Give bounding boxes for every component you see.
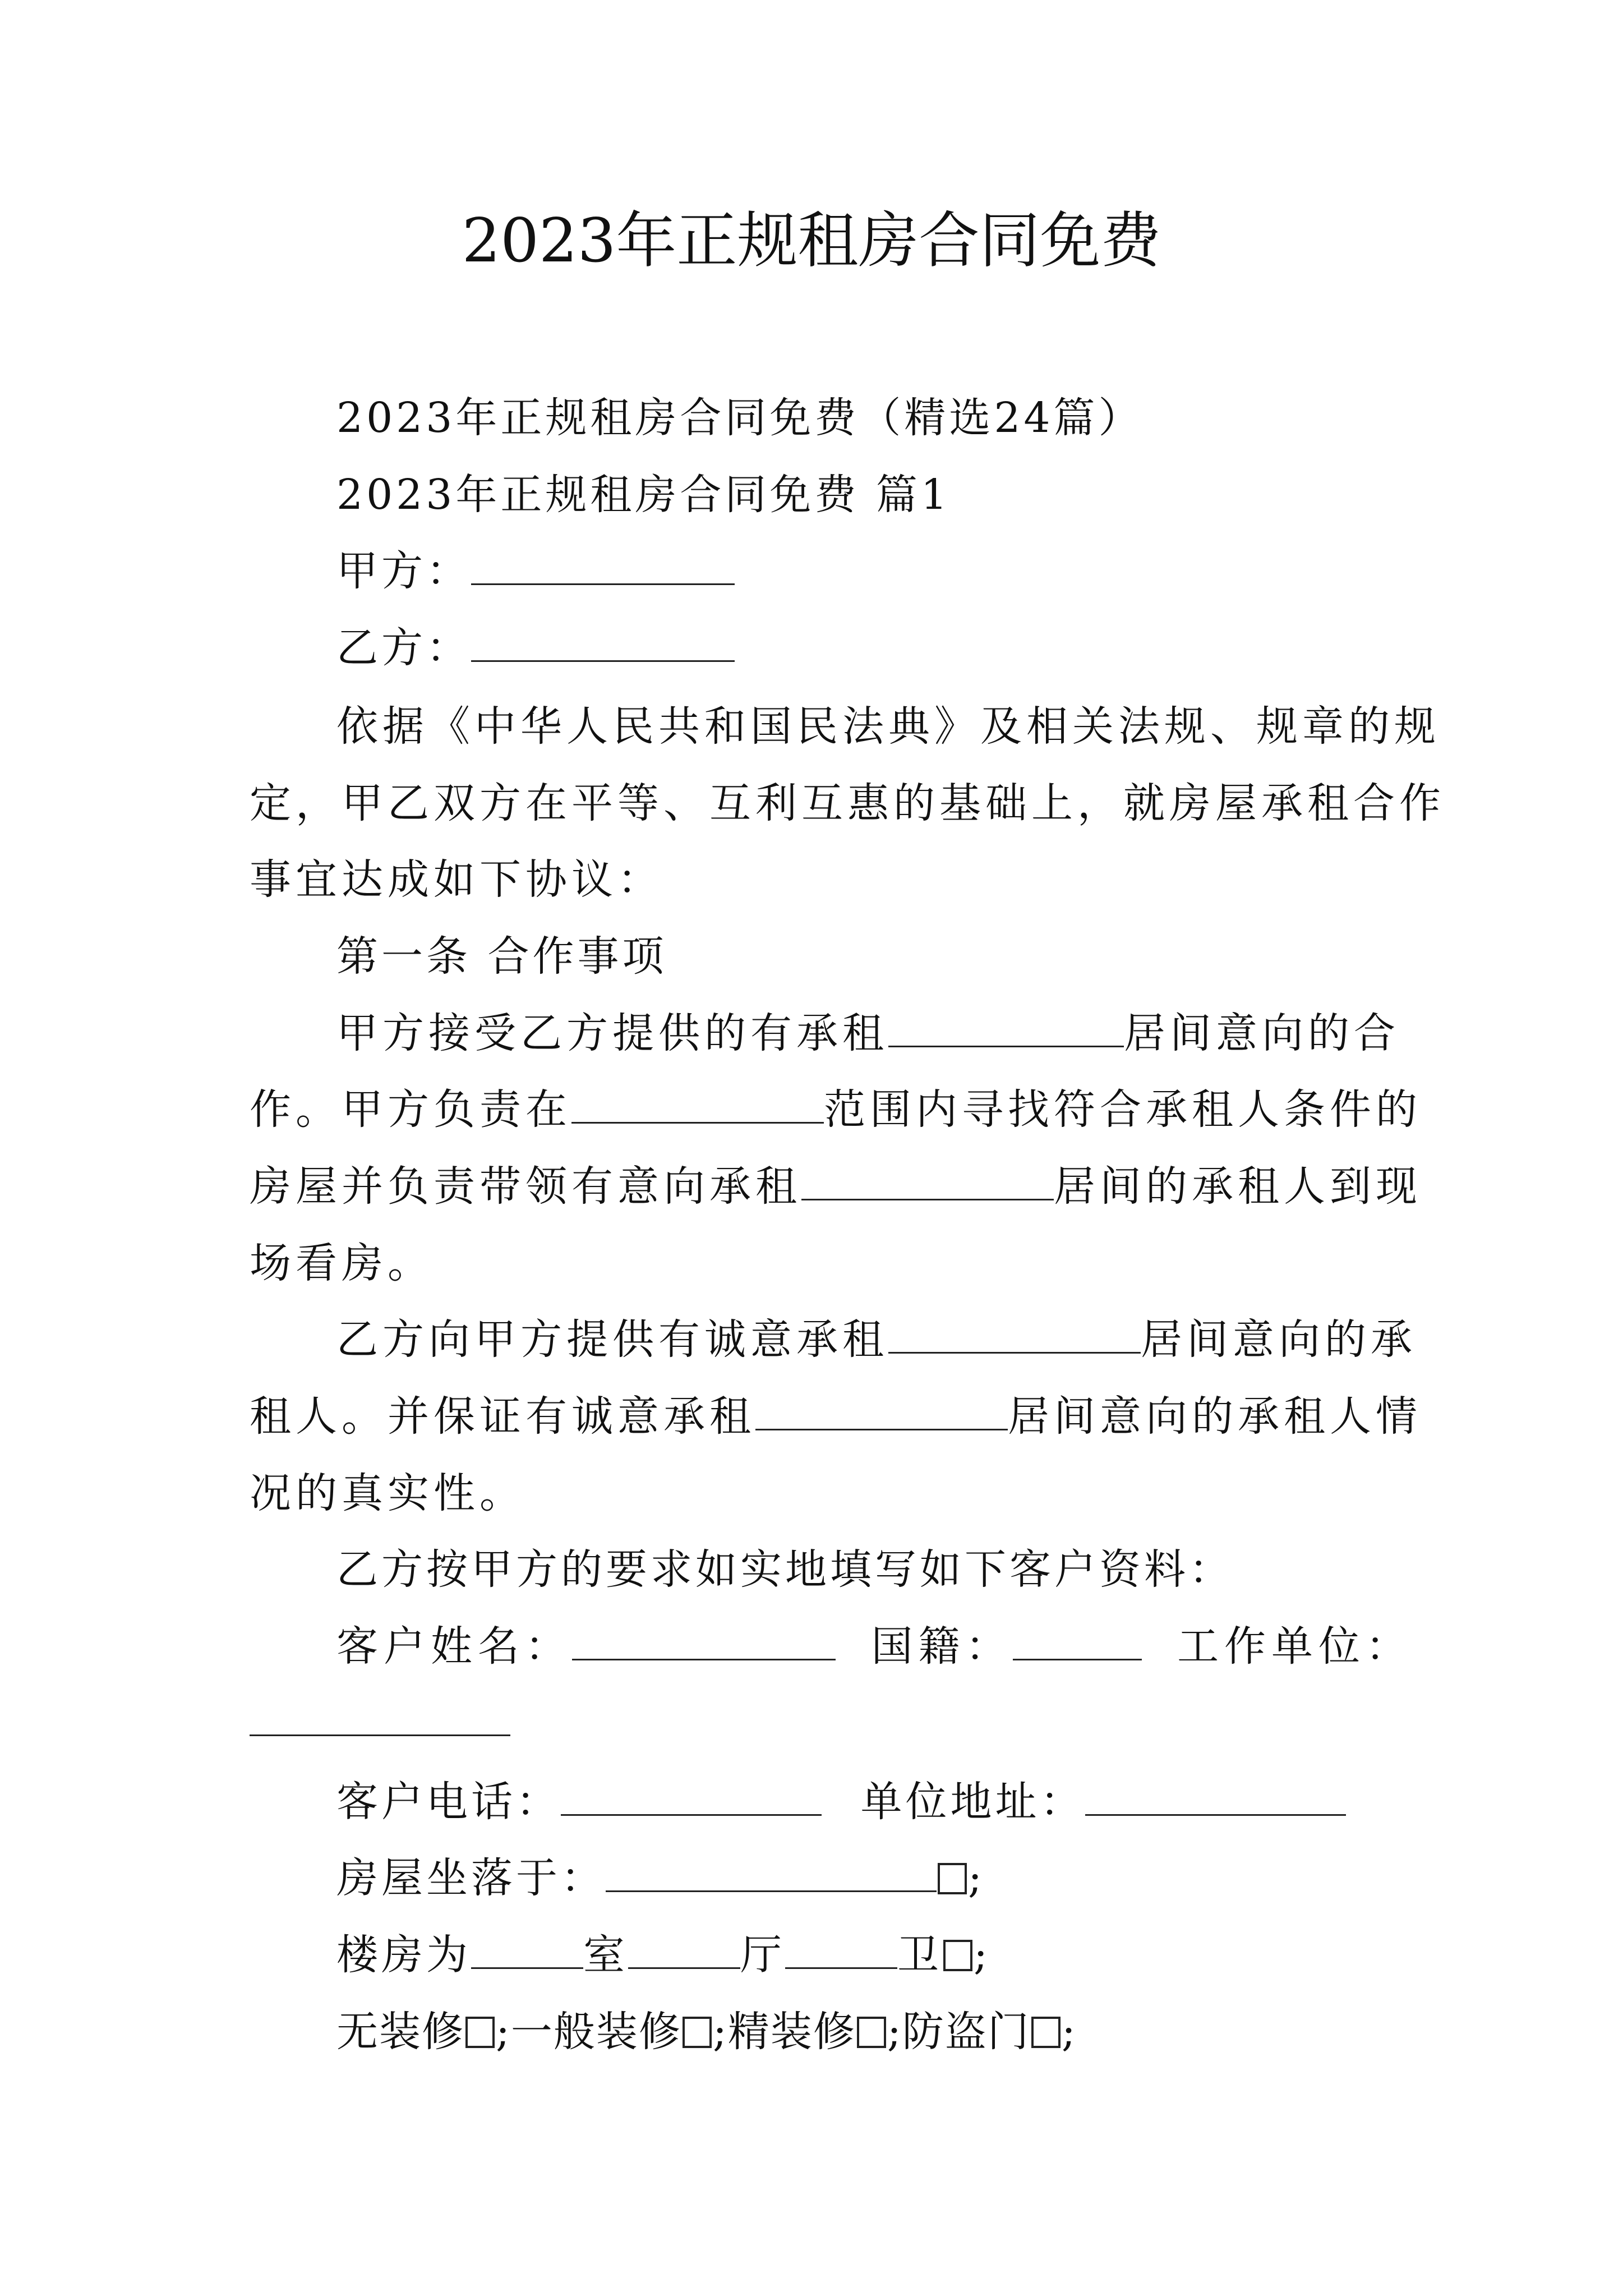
- customer-info-line-2: [336, 1774, 1346, 1830]
- unit-address-blank: [1085, 1774, 1346, 1816]
- p3-text-1b: 居间意向的承: [1141, 1315, 1417, 1364]
- p2-text-3b: 居间的承租人到现: [1054, 1162, 1422, 1211]
- party-b-line: [336, 620, 735, 676]
- bath-label: 卫: [897, 1931, 942, 1979]
- p2-blank-2: [571, 1082, 824, 1124]
- checkbox[interactable]: [857, 2017, 886, 2048]
- paragraph-3-line-1: [336, 1312, 1417, 1368]
- decoration-end: ;: [1061, 2008, 1077, 2056]
- decoration-line: [336, 2004, 1077, 2060]
- hall-blank: [628, 1927, 740, 1969]
- deco-general-label: ;一般装修: [496, 2008, 681, 2056]
- paragraph-2-line-3: [250, 1158, 1422, 1214]
- unit-address-label: 单位地址：: [860, 1778, 1085, 1826]
- party-a-line: [336, 543, 735, 599]
- article-1-heading: 第一条 合作事项: [336, 932, 667, 981]
- room-label: 室: [583, 1931, 628, 1979]
- checkbox[interactable]: [1031, 2017, 1061, 2048]
- customer-name-blank: [572, 1618, 836, 1660]
- p2-blank-1: [888, 1005, 1124, 1047]
- p3-blank-2: [755, 1388, 1008, 1430]
- nationality-label: 国籍：: [871, 1622, 1013, 1671]
- house-location-line: [336, 1850, 985, 1906]
- party-b-blank: [471, 620, 735, 662]
- checkbox[interactable]: [683, 2017, 712, 2048]
- subtitle: 2023年正规租房合同免费（精选24篇）: [336, 394, 1144, 442]
- house-location-label: 房屋坐落于：: [336, 1854, 606, 1902]
- party-a-label: 甲方：: [336, 547, 471, 595]
- p2-text-2a: 作。甲方负责在: [250, 1085, 571, 1134]
- p2-text-1a: 甲方接受乙方提供的有承租: [336, 1009, 888, 1057]
- p3-text-2a: 租人。并保证有诚意承租: [250, 1392, 755, 1441]
- p2-blank-3: [801, 1158, 1054, 1200]
- party-a-blank: [471, 543, 735, 585]
- house-layout-line: [336, 1927, 991, 1983]
- house-location-blank: [606, 1850, 937, 1892]
- paragraph-1-line-3: 事宜达成如下协议：: [250, 855, 663, 904]
- deco-none-label: 无装修: [336, 2008, 464, 2056]
- chapter-heading: 2023年正规租房合同免费 篇1: [336, 471, 951, 519]
- paragraph-2-line-2: [250, 1082, 1422, 1138]
- employer-blank-line: [250, 1694, 510, 1750]
- customer-info-line-1: [336, 1618, 1413, 1674]
- checkbox[interactable]: [943, 1940, 972, 1971]
- employer-blank: [250, 1694, 510, 1736]
- customer-name-label: 客户姓名：: [336, 1622, 572, 1671]
- p2-text-3a: 房屋并负责带领有意向承租: [250, 1162, 801, 1211]
- p2-text-1b: 居间意向的合: [1124, 1009, 1400, 1057]
- p2-text-2b: 范围内寻找符合承租人条件的: [824, 1085, 1422, 1134]
- layout-label: 楼房为: [336, 1931, 471, 1979]
- p3-blank-1: [888, 1312, 1141, 1354]
- deco-fine-label: ;精装修: [712, 2008, 856, 2056]
- house-location-end: ;: [968, 1854, 985, 1902]
- security-door-label: ;防盗门: [887, 2008, 1030, 2056]
- p3-text-1a: 乙方向甲方提供有诚意承租: [336, 1315, 888, 1364]
- paragraph-1-line-1: 依据《中华人民共和国民法典》及相关法规、规章的规: [336, 702, 1440, 751]
- layout-end: ;: [974, 1931, 991, 1979]
- customer-phone-label: 客户电话：: [336, 1778, 561, 1826]
- p3-text-2b: 居间意向的承租人情: [1008, 1392, 1422, 1441]
- paragraph-3-line-3: 况的真实性。: [250, 1469, 525, 1517]
- customer-phone-blank: [561, 1774, 822, 1816]
- party-b-label: 乙方：: [336, 624, 471, 672]
- nationality-blank: [1013, 1618, 1142, 1660]
- paragraph-2-line-4: 场看房。: [250, 1239, 434, 1287]
- employer-label: 工作单位：: [1177, 1622, 1413, 1671]
- checkbox[interactable]: [465, 2017, 495, 2048]
- paragraph-3-line-2: [250, 1388, 1422, 1444]
- paragraph-1-line-2: 定，甲乙双方在平等、互利互惠的基础上，就房屋承租合作: [250, 779, 1445, 827]
- paragraph-2-line-1: [336, 1005, 1400, 1061]
- room-blank: [471, 1927, 583, 1969]
- checkbox[interactable]: [938, 1863, 967, 1894]
- bath-blank: [785, 1927, 897, 1969]
- hall-label: 厅: [740, 1931, 785, 1979]
- document-title: 2023年正规租房合同免费: [462, 206, 1161, 276]
- paragraph-4: 乙方按甲方的要求如实地填写如下客户资料：: [336, 1545, 1234, 1594]
